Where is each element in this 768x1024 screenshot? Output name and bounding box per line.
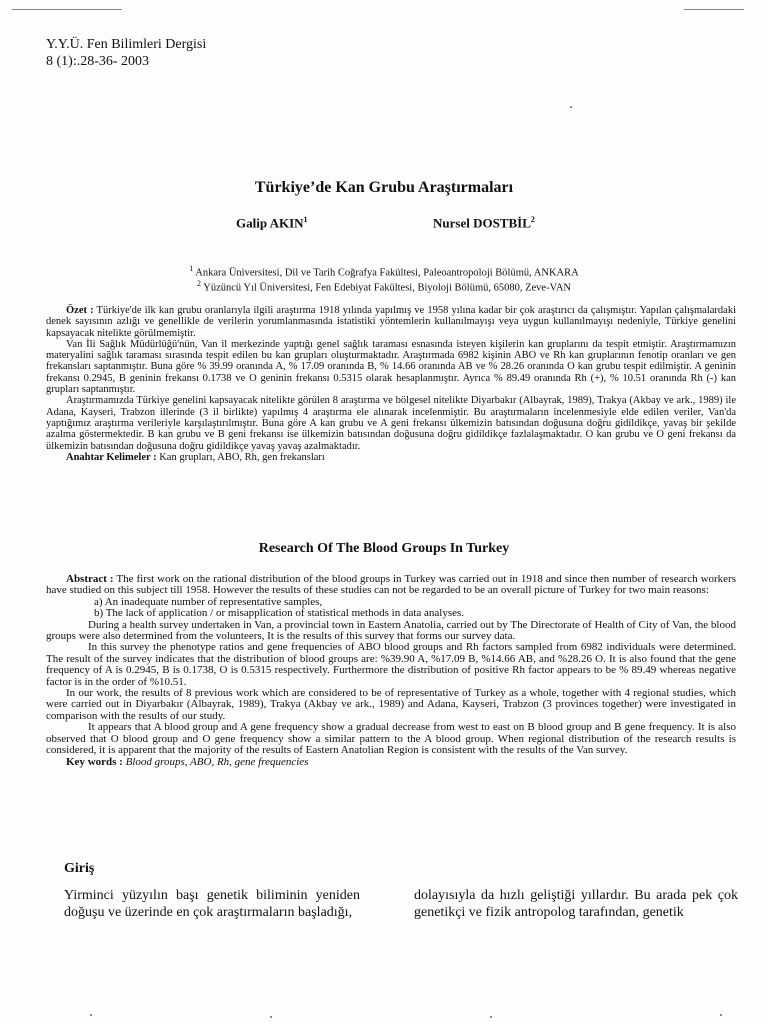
affiliation-sup: 2 <box>196 279 201 288</box>
ozet-paragraph: Araştırmamızda Türkiye genelini kapsayacak nitelikte görülen 8 araştırma ve bölgesel nitelikte Diyarbakır (Albayrak, 1989), Trakya (Akbay ve ark., 1989) ile Adana, Kayseri, Trabzon illerinde (3 il birlikte) yapılmış 4 araştırma ele alınarak incelenmiştir. Bu araştırmaların incelenmesiyle elde edilen veriler, Van'da yaptığımız araştırma verileriyle karşılaştırılmıştır. Buna göre A kan grubu ve A geni frekansı ülkemizin batısından doğusuna doğru gidildikçe, yavaş bir şekilde azalma göstermektedir. B kan grubu ve B geni frekansı ise ülkemizin batısından doğusuna doğru gidildikçe fazlalaşmaktadır. O kan grubu ve O geni frekansı da ülkemizin batısından doğusuna doğru gidildikçe yavaş yavaş azalmaktadır. <box>46 395 736 452</box>
scan-artifact <box>12 9 122 10</box>
keywords-en <box>46 757 736 768</box>
scan-speck <box>720 1014 722 1016</box>
ozet-label: Özet : <box>66 305 94 316</box>
scan-speck <box>570 106 572 108</box>
author-name: Galip AKIN <box>236 215 304 231</box>
english-title: Research Of The Blood Groups In Turkey <box>258 541 510 556</box>
body-column-right: dolayısıyla da hızlı geliştiği yıllardır. Bu arada pek çok genetikçi ve fizik antropolog tarafından, genetik <box>414 888 738 920</box>
journal-info <box>46 36 206 70</box>
ozet-text: Türkiye'de ilk kan grubu oranlarıyla ilgili araştırma 1918 yılında yapılmış ve 1958 yılına kadar bir çok araştırıcı da çalışmıştır. Yapılan çalışmalardaki denek sayısının azlığı ve genellikle de verilerin yorumlanmasında istatistiki yöntemlerin kullanılmayışı veya uygun kullanılmayışı nedeniyle, Türkiye genelini kapsayacak nitelikte görülmemiştir. <box>46 305 736 339</box>
abstract-list-item: b) The lack of application / or misapplication of statistical methods in data analyses. <box>94 607 465 620</box>
keywords-label: Key words : <box>66 755 123 768</box>
scan-speck <box>490 1016 492 1018</box>
affiliation-sup: 1 <box>189 264 194 273</box>
affiliation-text: Yüzüncü Yıl Üniversitesi, Fen Edebiyat Fakültesi, Biyoloji Bölümü, 65080, Zeve-VAN <box>203 282 571 294</box>
scan-artifact <box>684 9 744 10</box>
body-column-left: Yirminci yüzyılın başı genetik biliminin yeniden doğuşu ve üzerinde en çok araştırmaların başladığı, <box>64 888 360 920</box>
author-sup: 2 <box>530 215 535 224</box>
author-1 <box>236 215 308 231</box>
section-heading: Giriş <box>64 861 95 876</box>
abstract-paragraph: In our work, the results of 8 previous work which are considered to be of representative of Turkey as a whole, together with 4 regional studies, which were carried out in Diyarbakır (Albayrak, 1989), Trakya (Akbay ve ark., 1989) and Adana, Kayseri, Trabzon (3 provinces together) were investigated in comparison with the results of our study. <box>46 687 736 722</box>
keywords-text: Kan grupları, ABO, Rh, gen frekansları <box>159 451 325 463</box>
abstract-paragraph: In this survey the phenotype ratios and gene frequencies of ABO blood groups and Rh factors sampled from 6982 individuals were determined. The result of the survey indicates that the distribution of blood groups are: %39.90 A, %17.09 B, %14.66 AB, and %28.26 O. It is also found that the gene frequency of A is 0.2945, B is 0.1738, O is 0.5315 respectively. Furthermore the distribution of positive Rh factor appears to be % 89.49 whereas negative factor is in the order of %10.51. <box>46 641 736 688</box>
abstract-paragraph <box>46 574 736 597</box>
journal-volume: 8 (1):.28-36- 2003 <box>46 54 150 69</box>
keywords-label: Anahtar Kelimeler : <box>66 451 157 463</box>
affiliation-2 <box>0 277 768 295</box>
author-name: Nursel DOSTBİL <box>433 215 531 231</box>
ozet-paragraph <box>46 305 736 339</box>
ozet-paragraph: Van İli Sağlık Müdürlüğü'nün, Van il merkezinde yaptığı genel sağlık taraması esnasında isteyen kişilerin kan gruplarını da tespit etmiştir. Araştırmamızın materyalini sağlık taraması sırasında tespit edilen bu kan grupları oluşturmaktadır. Araştırmada 6982 kişinin ABO ve Rh kan gruplarının fenotip oranları ve gen frekansları saptanmıştır. Buna göre % 39.99 oranında A, % 17.09 oranında B, % 14.66 oranında AB ve % 28.26 oranında O kan grubu tespit edilmiştir. A geninin frekansı 0.2945, B geninin frekansı 0.1738 ve O geninin frekansı 0.5315 olarak hesaplanmıştır. Ayrıca % 89.49 oranında Rh (+), % 10.51 oranında Rh (-) kan grupları saptanmıştır. <box>46 338 736 396</box>
scan-speck <box>270 1016 272 1018</box>
affiliation-text: Ankara Üniversitesi, Dil ve Tarih Coğrafya Fakültesi, Paleoantropoloji Bölümü, ANKARA <box>195 267 579 279</box>
abstract-label: Abstract : <box>66 573 114 585</box>
abstract-section <box>46 574 736 768</box>
abstract-paragraph: During a health survey undertaken in Van, a provincial town in Eastern Anatolia, carried out by The Directorate of Health of City of Van, the blood groups were also determined from the volunteers, It is the results of this survey that forms our survey data. <box>46 618 736 643</box>
journal-name: Y.Y.Ü. Fen Bilimleri Dergisi <box>46 37 207 52</box>
paper-title: Türkiye’de Kan Grubu Araştırmaları <box>254 179 514 196</box>
keywords-text: Blood groups, ABO, Rh, gene frequencies <box>125 755 309 768</box>
abstract-text: The first work on the rational distribution of the blood groups in Turkey was carried out in 1918 and since then number of research workers have studied on this subject till 1958. However the results of these studies can not be regarded to be an overall picture of Turkey for two main reasons: <box>46 573 737 597</box>
ozet-section <box>46 305 736 463</box>
author-sup: 1 <box>303 215 308 224</box>
author-2 <box>433 215 535 231</box>
scan-speck <box>90 1014 92 1016</box>
abstract-paragraph: It appears that A blood group and A gene frequency show a gradual decrease from west to east on B blood group and B gene frequency. It is also observed that O blood group and O gene frequency show a similar pattern to the A blood group. When regional distribution of the research results is considered, it is apparent that the majority of the results of Eastern Anatolian Region is consistent with the results of the Van survey. <box>46 721 736 757</box>
keywords-tr <box>46 452 736 463</box>
abstract-list-item: a) An inadequate number of representative samples, <box>94 595 323 608</box>
